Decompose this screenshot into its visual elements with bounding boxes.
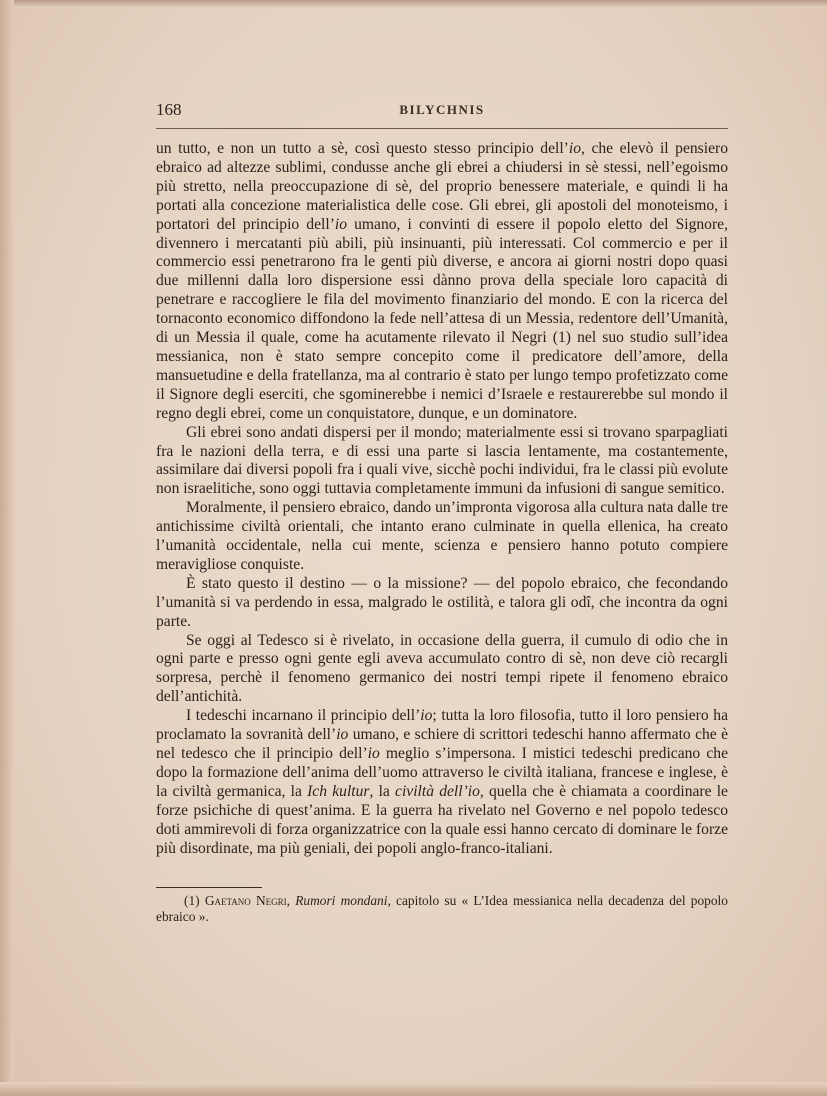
paragraph: [156, 707, 728, 858]
body-text: [156, 140, 728, 858]
text-run: meglio s’impersona. I mistici tedeschi predicano che dopo la formazione dell’anima dell’uomo attraverso le civiltà italiana, francese e inglese, è la civiltà germanica, la: [156, 745, 728, 800]
journal-title: BILYCHNIS: [399, 102, 485, 117]
italic-run: Ich kultur: [307, 782, 370, 800]
page-number: 168: [156, 100, 182, 119]
footnote: [156, 893, 728, 925]
italic-run: io: [336, 726, 349, 744]
text-run: È stato questo il destino — o la missione? — del popolo ebraico, che fecondando l’umanità si va perdendo in essa, malgrado le ostilità, e talora gli odî, che incontra da ogni parte.: [156, 574, 728, 630]
paragraph: [156, 632, 728, 708]
italic-run: io: [334, 215, 348, 233]
page-edge-bottom: [0, 1082, 827, 1096]
text-run: umano, e schiere di scrittori tedeschi hanno affermato che è nel tedesco che il principio dell’: [156, 726, 728, 762]
paragraph: [156, 499, 728, 575]
page-edge-top: [0, 0, 827, 8]
footnote-marker: (1): [184, 893, 205, 908]
footnote-author: Gaetano Negri: [204, 893, 287, 908]
text-run: , quella che è chiamata a coordinare le forze psichiche di quest’anima. E la guerra ha rivelato nel Governo e nel popolo tedesco doti ammirevoli di forza organizzatrice con la quale essi hanno cercato di dominare le forze più disordinate, ma più geniali, dei popoli anglo-franco-italiani.: [156, 782, 728, 857]
paragraph: [156, 140, 728, 424]
footnote-rule: [156, 887, 262, 888]
running-head: [156, 100, 728, 126]
text-run: umano, i convinti di essere il popolo eletto del Signore, divennero i mercatanti più abili, più insinuanti, più interessati. Col commercio e per il commercio essi penetrarono fra le genti più diverse, e ancora ai giorni nostri dopo quasi due millenni dalla loro dispersione essi dànno prova della speciale loro capacità di penetrare e raccogliere le fila del movimento finanziario del mondo. E con la ricerca del tornaconto economico diffondono la fede nell’attesa di un Messia, redentore dell’Umanità, di un Messia il quale, come ha acutamente rilevato il Negri (1) nel suo studio sull’idea messianica, non è stato sempre concepito come il predicatore dell’amore, della mansuetudine e della fratellanza, ma al contrario è stato per lungo tempo profetizzato come il Signore degli eserciti, che sgominerebbe i nemici d’Israele e restaurerebbe sul mondo il regno degli ebrei, come un conquistatore, dunque, e un dominatore.: [156, 215, 728, 422]
text-run: , che elevò il pensiero ebraico ad altezze sublimi, condusse anche gli ebrei a chiudersi in sè stessi, nell’egoismo più stretto, nella preoccupazione di sè, del proprio benessere materiale, e quindi li ha portati alla concezione materialistica delle cose. Gli ebrei, gli apostoli del monoteismo, i portatori del principio dell’: [156, 140, 728, 233]
footnote-title: Rumori mondani: [295, 893, 388, 908]
italic-run: io: [367, 745, 380, 762]
text-run: I tedeschi incarnano il principio dell’: [186, 707, 421, 725]
text-run: Se oggi al Tedesco si è rivelato, in occasione della guerra, il cumulo di odio che in ogni parte e presso ogni gente egli aveva accumulato contro di sè, non deve ciò recargli sorpresa, perchè il fenomeno germanico dei nostri tempi ripete il fenomeno ebraico dell’antichità.: [156, 631, 728, 706]
italic-run: io: [568, 140, 582, 157]
text-run: ; tutta la loro filosofia, tutto il loro pensiero ha proclamato la sovranità dell’: [156, 707, 728, 744]
text-run: un tutto, e non un tutto a sè, così questo stesso principio dell’: [156, 140, 569, 157]
text-run: Moralmente, il pensiero ebraico, dando un’impronta vigorosa alla cultura nata dalle tre antichissime civiltà orientali, che intanto erano culminate in quella ellenica, ha creato l’umanità occidentale, nella cui mente, scienza e pensiero hanno potuto compiere meravigliose conquiste.: [156, 499, 728, 573]
italic-run: io: [420, 707, 433, 725]
text-run: Gli ebrei sono andati dispersi per il mondo; materialmente essi si trovano sparpagliati fra le nazioni della terra, e di essi una parte si lascia lentamente, ma costantemente, assimilare dai diversi popoli fra i quali vive, sicchè pochi individui, fra le classi più evolute non israelitiche, sono oggi tuttavia completamente immuni da infusioni di sangue semitico.: [156, 423, 728, 498]
footnote-separator: ,: [286, 893, 296, 908]
paragraph: [156, 424, 728, 500]
header-rule: [156, 128, 728, 129]
italic-run: civiltà dell’io: [395, 782, 480, 800]
footnote-text: , capitolo su « L’Idea messianica nella decadenza del popolo ebraico ».: [156, 893, 728, 924]
page-edge-left: [0, 0, 14, 1096]
paragraph: [156, 575, 728, 632]
text-run: , la: [369, 782, 396, 800]
